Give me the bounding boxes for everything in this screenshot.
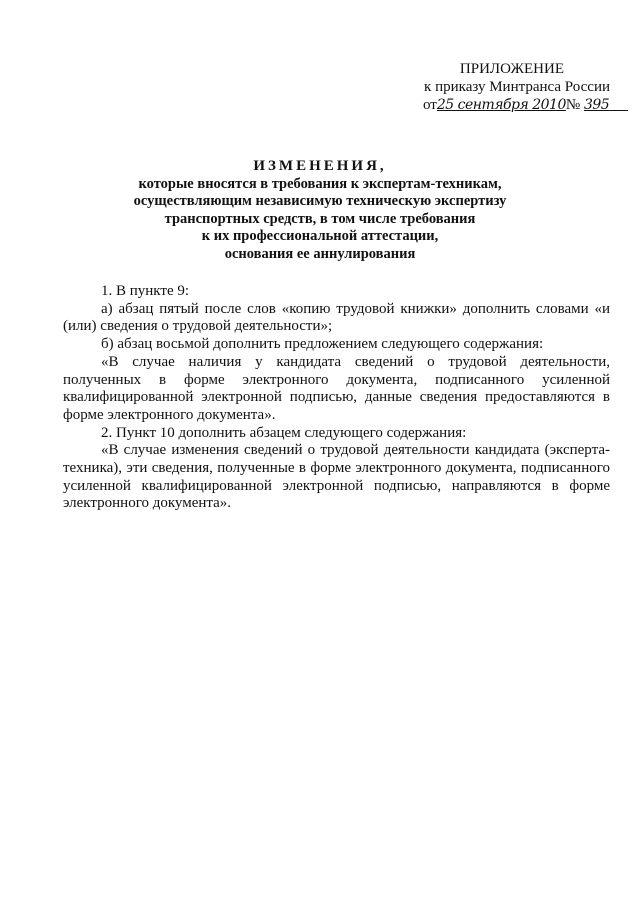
heading-line: которые вносятся в требования к экспертам-техникам, xyxy=(138,175,502,192)
document-body xyxy=(63,283,610,513)
paragraph: «В случае наличия у кандидата сведений о трудовой деятельности, полученных в форме электронного документа, подписанного усиленной квалифицированной электронной подписью, данные сведения предоставляются в форме электронного документа». xyxy=(63,353,610,423)
appendix-order-line: к приказу Минтранса России xyxy=(424,79,610,95)
heading-line: осуществляющим независимую техническую экспертизу xyxy=(133,193,507,209)
document-heading xyxy=(0,158,640,263)
heading-line: транспортных средств, в том числе требования xyxy=(164,210,476,227)
paragraph: б) абзац восьмой дополнить предложением следующего содержания: xyxy=(101,336,544,353)
handwritten-number: 395 xyxy=(583,97,610,113)
paragraph: 2. Пункт 10 дополнить абзацем следующего содержания: xyxy=(101,424,467,441)
appendix-block xyxy=(410,60,610,114)
date-prefix: от xyxy=(423,97,437,113)
handwritten-date: 25 сентября 2010 xyxy=(436,97,566,113)
paragraph: 1. В пункте 9: xyxy=(101,283,190,299)
paragraph: «В случае изменения сведений о трудовой деятельности кандидата (эксперта-техника), эти сведения, полученные в форме электронного документа, подписанного усиленной квалифицированной электронной подписью, направляются в форме электронного документа». xyxy=(63,442,610,512)
heading-title: ИЗМЕНЕНИЯ, xyxy=(253,158,387,174)
appendix-title: ПРИЛОЖЕНИЕ xyxy=(459,61,564,77)
number-prefix: № xyxy=(565,97,581,113)
heading-line: к их профессиональной аттестации, xyxy=(201,228,439,244)
heading-line: основания ее аннулирования xyxy=(224,245,416,262)
appendix-date-line xyxy=(410,96,610,114)
paragraph: а) абзац пятый после слов «копию трудовой книжки» дополнить словами «и (или) сведения о трудовой деятельности»; xyxy=(63,300,610,335)
